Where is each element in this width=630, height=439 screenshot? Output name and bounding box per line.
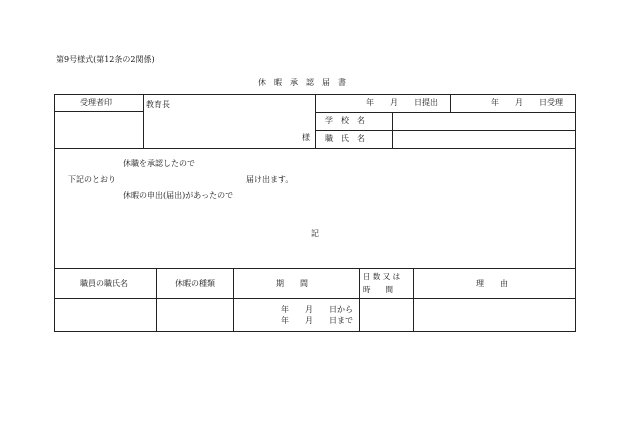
col-reason: 理 由	[476, 279, 508, 288]
school-name-label: 学 校 名	[325, 116, 365, 125]
sama-label: 様	[302, 133, 310, 142]
superintendent-label: 教育長	[146, 100, 170, 109]
col-period: 期 間	[276, 279, 308, 288]
submission-date[interactable]: 年 月 日提出	[366, 98, 438, 107]
option-applied: 休暇の申出(届出)があったので	[123, 191, 234, 200]
form-number: 第9号様式(第12条の2関係)	[56, 55, 155, 64]
period-from[interactable]: 年 月 日から	[281, 305, 353, 314]
staff-name-label: 職 氏 名	[325, 134, 365, 143]
option-approved: 休職を承認したので	[123, 159, 195, 168]
col-leave-type: 休暇の種類	[175, 279, 215, 288]
col-days-line1: 日 数 又 は	[363, 272, 401, 281]
ki-label: 記	[311, 229, 319, 238]
col-days-line2: 時 間	[363, 285, 393, 294]
receiver-seal-label: 受理者印	[80, 98, 112, 107]
period-to[interactable]: 年 月 日まで	[281, 316, 353, 325]
receipt-date[interactable]: 年 月 日受理	[491, 98, 563, 107]
col-staff-name: 職員の職氏名	[80, 279, 128, 288]
form-title: 休 暇 承 認 届 書	[258, 78, 346, 87]
body-suffix: 届け出ます。	[246, 175, 294, 184]
body-prefix: 下記のとおり	[68, 175, 116, 184]
